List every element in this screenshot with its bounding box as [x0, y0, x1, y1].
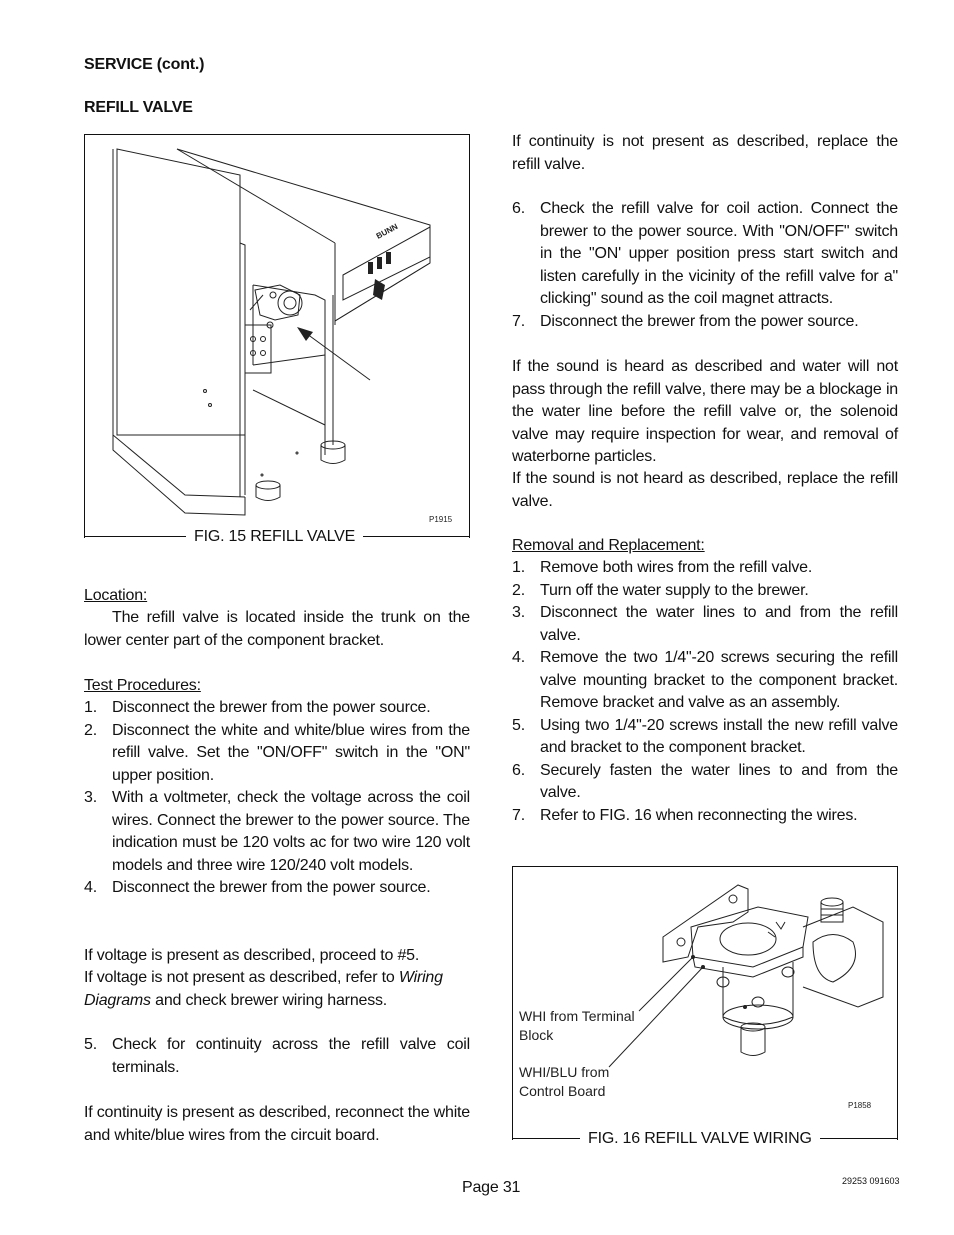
list-item: 3. Disconnect the water lines to and from the refill valve. — [512, 604, 898, 644]
fig16-label-whi: WHI from Terminal Block — [519, 1008, 635, 1043]
voltage-not-present-text: If voltage is not present as described, refer to Wiring Diagrams and check brewer wiring harness. — [84, 969, 443, 1009]
list-item: 2. Disconnect the white and white/blue wires from the refill valve. Set the "ON/OFF" switch in the "ON" upper position. — [84, 721, 470, 784]
voltage-present-text: If voltage is present as described, proceed to #5. — [84, 947, 420, 964]
continuity-present-text: If continuity is present as described, reconnect the white and white/blue wires from the circuit board. — [84, 1104, 470, 1144]
list-item: 3. With a voltmeter, check the voltage across the coil wires. Connect the brewer to the power source. The indication must be 120 volts ac for two wire 120 volt models and three wire 120/240 volt models. — [84, 789, 470, 874]
fig16-frame — [512, 866, 898, 1140]
list-item: 6. Securely fasten the water lines to and from the valve. — [512, 761, 898, 801]
section-title: SERVICE (cont.) — [84, 56, 205, 73]
list-item: 4. Remove the two 1/4"-20 screws securing the refill valve mounting bracket to the component bracket. Remove bracket and valve as an assembly. — [512, 649, 898, 711]
fig15-brand: BUNN — [374, 221, 400, 241]
list-item: 4. Disconnect the brewer from the power source. — [84, 879, 431, 896]
fig16-label-whi-blu: WHI/BLU from Control Board — [519, 1064, 610, 1099]
continuity-not-present-text: If continuity is not present as described, replace the refill valve. — [512, 133, 898, 173]
subsection-title: REFILL VALVE — [84, 99, 193, 116]
list-item: 5. Using two 1/4"-20 screws install the new refill valve and bracket to the component bracket. — [512, 716, 898, 756]
test-steps-6-7 — [512, 198, 898, 333]
sound-heard-text: If the sound is heard as described and water will not pass through the refill valve, there may be a blockage in the water line before the refill valve or, the solenoid valve may require inspection for wear, and removal of waterborne particles. — [512, 358, 898, 465]
document-number: 29253 091603 — [842, 1176, 900, 1186]
list-item: 6. Check the refill valve for coil action. Connect the brewer to the power source. With "ON/OFF" switch in the "ON' upper position press start switch and listen carefully in the vicinity of the refill valve for a" clicking" sound as the coil magnet attracts. — [512, 200, 898, 307]
removal-steps-list — [512, 557, 898, 827]
list-item: 2. Turn off the water supply to the brewer. — [512, 581, 809, 599]
location-text: The refill valve is located inside the trunk on the lower center part of the component bracket. — [84, 609, 470, 649]
sound-not-heard-text: If the sound is not heard as described, replace the refill valve. — [512, 470, 898, 510]
list-item: 7. Refer to FIG. 16 when reconnecting the wires. — [512, 806, 858, 824]
test-step-5: 5. Check for continuity across the refill valve coil terminals. — [84, 1036, 470, 1076]
fig15-frame — [84, 134, 470, 538]
list-item: 1. Disconnect the brewer from the power source. — [84, 699, 431, 716]
removal-heading: Removal and Replacement: — [512, 537, 705, 554]
fig16-code: P1858 — [848, 1101, 872, 1110]
fig16-caption: FIG. 16 REFILL VALVE WIRING — [580, 1128, 820, 1151]
fig15-caption: FIG. 15 REFILL VALVE — [186, 526, 363, 549]
location-heading: Location: — [84, 587, 148, 604]
list-item: 7. Disconnect the brewer from the power source. — [512, 312, 859, 330]
test-steps-list — [84, 697, 470, 900]
test-heading: Test Procedures: — [84, 677, 201, 694]
page-number: Page 31 — [462, 1179, 521, 1196]
fig15-illustration — [85, 135, 469, 539]
fig15-code: P1915 — [429, 515, 453, 524]
list-item: 1. Remove both wires from the refill valve. — [512, 559, 813, 576]
